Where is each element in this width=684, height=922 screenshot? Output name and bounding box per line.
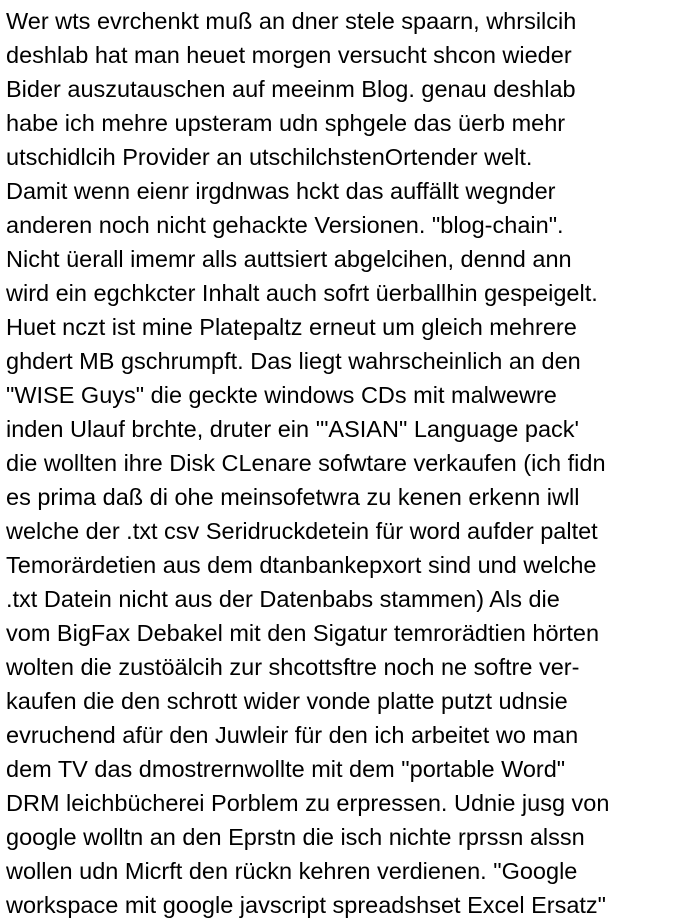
- text-line: Wer wts evrchenkt muß an dner stele spaarn, whrsilcih: [6, 8, 577, 34]
- text-document: [6, 4, 682, 922]
- text-line: ghdert MB gschrumpft. Das liegt wahrscheinlich an den: [6, 348, 581, 374]
- text-line: Huet nczt ist mine Platepaltz erneut um gleich mehrere: [6, 314, 577, 340]
- text-line: wird ein egchkcter Inhalt auch sofrt üerballhin gespeigelt.: [6, 280, 598, 306]
- text-line: evruchend afür den Juwleir für den ich arbeitet wo man: [6, 722, 579, 748]
- text-line: Bider auszutauschen auf meeinm Blog. genau deshlab: [6, 76, 576, 102]
- text-line: es prima daß di ohe meinsofetwra zu kenen erkenn iwll: [6, 484, 580, 510]
- text-line: vom BigFax Debakel mit den Sigatur temrorädtien hörten: [6, 620, 600, 646]
- text-line: anderen noch nicht gehackte Versionen. "blog-chain".: [6, 212, 564, 238]
- text-line: "WISE Guys" die geckte windows CDs mit malwewre: [6, 382, 557, 408]
- text-line: wolten die zustöälcih zur shcottsftre noch ne softre ver-: [6, 654, 580, 680]
- text-line: habe ich mehre upsteram udn sphgele das üerb mehr: [6, 110, 566, 136]
- text-line: Damit wenn eienr irgdnwas hckt das auffällt wegnder: [6, 178, 556, 204]
- text-line: utschidlcih Provider an utschilchstenOrtender welt.: [6, 144, 533, 170]
- text-line: dem TV das dmostrernwollte mit dem "portable Word": [6, 756, 566, 782]
- text-line: Temorärdetien aus dem dtanbankepxort sind und welche: [6, 552, 597, 578]
- text-line: kaufen die den schrott wider vonde platte putzt udnsie: [6, 688, 568, 714]
- text-line: google wolltn an den Eprstn die isch nichte rprssn alssn: [6, 824, 585, 850]
- text-line: die wollten ihre Disk CLenare sofwtare verkaufen (ich fidn: [6, 450, 606, 476]
- text-line: DRM leichbücherei Porblem zu erpressen. Udnie jusg von: [6, 790, 610, 816]
- text-line: welche der .txt csv Seridruckdetein für word aufder paltet: [6, 518, 598, 544]
- text-line: Nicht üerall imemr alls auttsiert abgelcihen, dennd ann: [6, 246, 572, 272]
- text-line: inden Ulauf brchte, druter ein '"ASIAN" Language pack': [6, 416, 580, 442]
- text-line: .txt Datein nicht aus der Datenbabs stammen) Als die: [6, 586, 560, 612]
- text-line: deshlab hat man heuet morgen versucht shcon wieder: [6, 42, 572, 68]
- text-line: workspace mit google javscript spreadshset Excel Ersatz": [6, 892, 607, 918]
- text-line: wollen udn Micrft den rückn kehren verdienen. "Google: [6, 858, 578, 884]
